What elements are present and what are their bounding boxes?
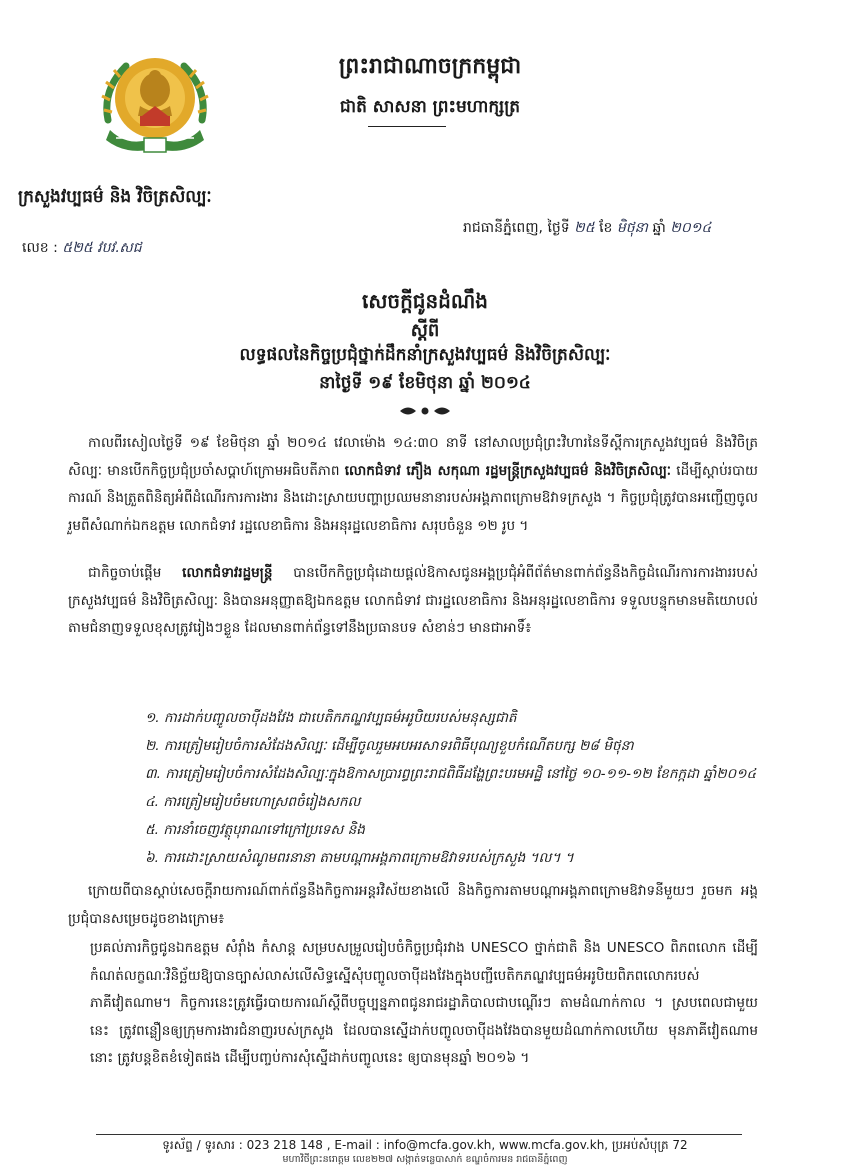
paragraph-2-part-a: ជាកិច្ចចាប់ផ្តើម bbox=[88, 565, 162, 581]
date-year-label: ឆ្នាំ bbox=[652, 220, 666, 236]
date-month-label: ខែ bbox=[599, 220, 613, 236]
list-item: ៤. ការត្រៀមរៀបចំមហោស្រពចំរៀងសកល bbox=[145, 794, 361, 810]
list-item: ៦. ការដោះស្រាយសំណូមពរនានា តាមបណ្តាអង្គភាពក្រោមឱវាទរបស់ក្រសួង ។ល។ ។ bbox=[145, 850, 574, 866]
ministry-emblem-logo bbox=[96, 50, 214, 162]
date-day-handwritten: ២៥ bbox=[574, 220, 595, 236]
paragraph-2-part-c: បានបើកកិច្ចប្រជុំដោយផ្តល់ឱកាសជូនអង្គប្រជុំអំពីព័ត៌មានពាក់ព័ន្ធនឹងកិច្ចដំណើរការការងាររបស់ក្រសួងវប្បធម៌ និងវិចិត្រសិល្បៈ និងបានអនុញ្ញាតឱ្យឯកឧត្តម លោកជំទាវ ជារដ្ឋលេខាធិការ និងអនុរដ្ឋលេខាធិការ ទទួលបន្ទុកមានមតិយោបល់តាមជំនាញទទួលខុសត្រូវរៀងៗខ្លួន ដែលមានពាក់ព័ន្ធទៅនឹងប្រធានបទ សំខាន់ៗ មានជាអាទិ៍៖ bbox=[68, 565, 758, 636]
footer-address: មហាវិថីព្រះនរោត្តម លេខ២២៧ សង្កាត់ទន្លេបាសាក់ ខណ្ឌចំការមន រាជធានីភ្នំពេញ bbox=[282, 1154, 568, 1165]
reference-number-line bbox=[22, 238, 142, 259]
paragraph-decision-intro: ក្រោយពីបានស្តាប់សេចក្តីរាយការណ៍ពាក់ព័ន្ធនឹងកិច្ចការអន្តរវិស័យខាងលើ និងកិច្ចការតាមបណ្តាអង្គភាពក្រោមឱវាទនីមួយៗ រួចមក អង្គប្រជុំបានសម្រេចដូចខាងក្រោម៖ bbox=[68, 883, 758, 927]
place-date-line bbox=[463, 218, 711, 239]
list-item: ១. ការដាក់បញ្ចូលចាប៉ីដងវែង ជាបេតិកភណ្ឌវប្បធម៌អរូបិយរបស់មនុស្សជាតិ bbox=[145, 710, 517, 726]
date-year-handwritten: ២០១៤ bbox=[670, 220, 712, 236]
paragraph-decision-unesco: ប្រគល់ភារកិច្ចជូនឯកឧត្តម សំរ៉ាំង កំសាន្ត សម្របសម្រួលរៀបចំកិច្ចប្រជុំរវាង UNESCO ថ្នាក់ជាតិ និង UNESCO ពិភពលោក ដើម្បីកំណត់លក្ខណៈវិនិច្ឆ័យឱ្យបានច្បាស់លាស់លើសិទ្ធស្នើសុំបញ្ចូលចាប៉ីដងវែងក្នុងបញ្ជីបេតិកភណ្ឌវប្បធម៌អរូបិយពិភពលោករបស់ភាគីវៀតណាម។ កិច្ចការនេះត្រូវធ្វើរបាយការណ៍ស្តីពីបច្ចុប្បន្នភាពជូនរាជរដ្ឋាភិបាលជាបណ្តើរៗ តាមដំណាក់កាល ។ ស្របពេលជាមួយនេះ ត្រូវពន្លឿនឲ្យក្រុមការងារជំនាញរបស់ក្រសួង ដែលបានស្នើដាក់បញ្ចូលចាប៉ីដងវែងបានមួយដំណាក់កាលហើយ មុនភាគីវៀតណាមនោះ ត្រូវបន្តខិតខំទៀតផង ដើម្បីបញ្ចប់ការសុំស្នើដាក់បញ្ចូលនេះ ឲ្យបានមុនឆ្នាំ ២០១៦ ។ bbox=[90, 940, 758, 1066]
minister-name: លោកជំទាវ ភឿង សកុណា រដ្ឋមន្ត្រីក្រសួងវប្បធម៌ និងវិចិត្រសិល្បៈ bbox=[344, 462, 672, 479]
date-month-handwritten: មិថុនា bbox=[616, 220, 648, 236]
agenda-list bbox=[145, 704, 775, 872]
document-title: សេចក្តីជូនដំណឹង bbox=[362, 289, 488, 313]
reference-label: លេខ : bbox=[22, 240, 58, 256]
list-item: ៣. ការត្រៀមរៀបចំការសំដែងសិល្បៈក្នុងឱកាសប្រារព្ធព្រះរាជពិធីដង្ហែព្រះបរមអដ្ឋិ នៅថ្ងៃ ១០-១១-១២ ខែកក្កដា ឆ្នាំ២០១៤ bbox=[145, 766, 757, 782]
motto-divider bbox=[368, 126, 446, 127]
title-subject: លទ្ធផលនៃកិច្ចប្រជុំថ្នាក់ដឹកនាំក្រសួងវប្បធម៌ និងវិចិត្រសិល្បៈ bbox=[239, 345, 611, 365]
title-subject-label: ស្តីពី bbox=[410, 320, 440, 341]
national-motto: ជាតិ សាសនា ព្រះមហាក្សត្រ bbox=[339, 97, 521, 117]
list-item: ៥. ការនាំចេញវត្ថុបុរាណទៅក្រៅប្រទេស និង bbox=[145, 822, 365, 838]
place-date-label: រាជធានីភ្នំពេញ, ថ្ងៃទី bbox=[463, 220, 570, 236]
kingdom-title: ព្រះរាជាណាចក្រកម្ពុជា bbox=[338, 53, 522, 79]
title-date: នាថ្ងៃទី ១៩ ខែមិថុនា ឆ្នាំ ២០១៤ bbox=[319, 373, 531, 393]
paragraph-agenda-intro bbox=[68, 560, 758, 643]
ministry-name: ក្រសួងវប្បធម៌ និង វិចិត្រសិល្បៈ bbox=[18, 187, 212, 207]
list-item: ២. ការត្រៀមរៀបចំការសំដែងសិល្បៈ ដើម្បីចូលរួមអបអរសាទរពិធីបុណ្យខួបកំណើតបក្ស ២៨ មិថុនា bbox=[145, 738, 634, 754]
paragraph-1-part-a: កាលពីរសៀលថ្ងៃទី ១៩ ខែមិថុនា ឆ្នាំ ២០១៤ វេលាម៉ោង ១៤:៣០ នាទី នៅសាលប្រជុំព្រះវិហារនៃទីស្តីការក្រសួងវប្បធម៌ និងវិចិត្រសិល្បៈ មានបើកកិច្ចប្រជុំប្រចាំសប្តាហ៍ក្រោមអធិបតីភាព bbox=[68, 435, 758, 479]
paragraph-meeting-intro bbox=[68, 430, 758, 540]
footer-contact: ទូរស័ព្ទ / ទូរសារ : 023 218 148 , E-mail : info@mcfa.gov.kh, www.mcfa.gov.kh, ប្រអប់សំបុត្រ 72 bbox=[162, 1138, 688, 1152]
paragraph-1-part-c: ដើម្បីស្តាប់របាយការណ៍ និងត្រួតពិនិត្យអំពីដំណើរការការងារ និងដោះស្រាយបញ្ហាប្រឈមនានារបស់អង្គភាពក្រោមឱវាទក្រសួង ។ កិច្ចប្រជុំត្រូវបានអញ្ជើញចូលរួមពីសំណាក់ឯកឧត្តម លោកជំទាវ រដ្ឋលេខាធិការ និងអនុរដ្ឋលេខាធិការ សរុបចំនួន ១២ រូប ។ bbox=[68, 462, 759, 534]
footer-divider bbox=[96, 1134, 742, 1135]
ornament-divider-icon bbox=[398, 404, 452, 418]
reference-number-handwritten: ៥២៥ វបវ.សជ bbox=[62, 240, 142, 256]
minister-title: លោកជំទាវរដ្ឋមន្ត្រី bbox=[182, 565, 273, 581]
